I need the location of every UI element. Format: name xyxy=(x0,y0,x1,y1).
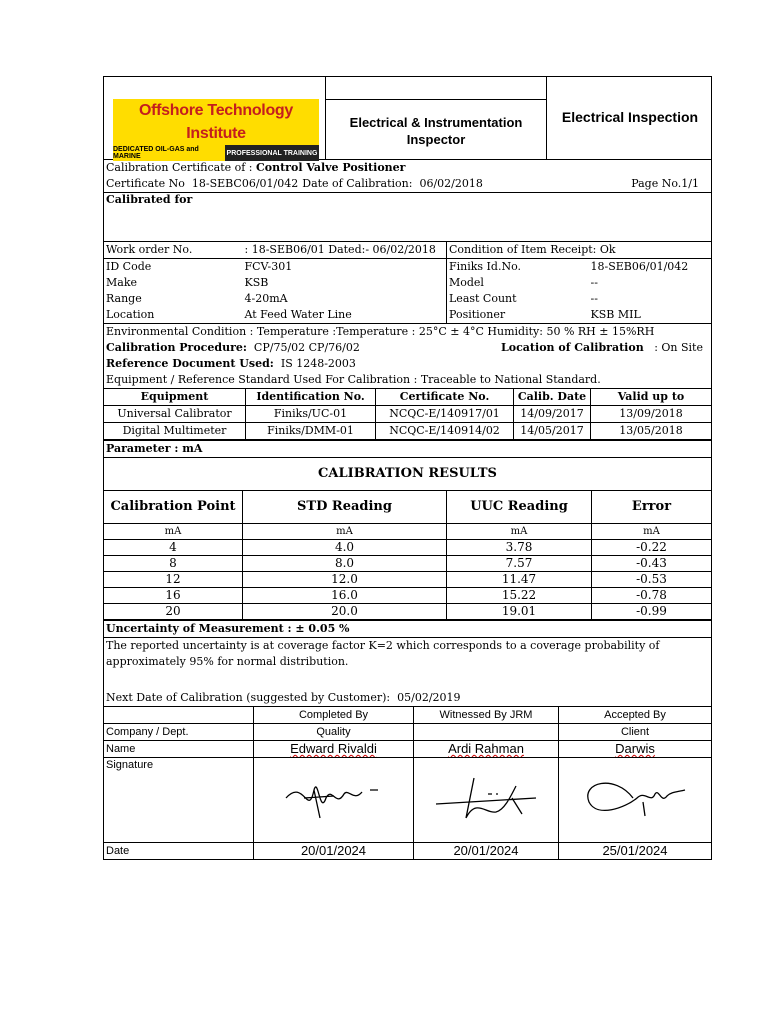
certificate-info xyxy=(103,159,712,192)
detail-label: ID Code xyxy=(106,260,152,273)
sign-date: 20/01/2024 xyxy=(414,843,559,860)
signoff-table xyxy=(103,706,712,860)
table-cell: 4 xyxy=(104,540,243,556)
calibration-date-label: Date of Calibration: xyxy=(302,177,413,190)
sign-date: 25/01/2024 xyxy=(559,843,712,860)
table-cell: 14/05/2017 xyxy=(514,423,591,440)
results-header: Error xyxy=(592,491,712,524)
signature-image xyxy=(559,758,712,843)
table-cell: 16 xyxy=(104,588,243,604)
signoff-header: Accepted By xyxy=(559,707,712,724)
name-label: Name xyxy=(104,741,254,758)
equipment-header: Calib. Date xyxy=(514,389,591,406)
results-table xyxy=(103,490,712,620)
parameter-label: Parameter : mA xyxy=(106,442,203,455)
equipment-header: Equipment xyxy=(104,389,246,406)
condition-label: Condition of Item Receipt: Ok xyxy=(449,243,616,256)
table-cell: 20 xyxy=(104,604,243,620)
detail-value: KSB xyxy=(243,275,447,291)
reference-label: Reference Document Used: xyxy=(106,357,274,370)
detail-value: -- xyxy=(590,276,598,289)
results-title: CALIBRATION RESULTS xyxy=(318,466,497,481)
detail-label: Make xyxy=(106,276,137,289)
equipment-header: Certificate No. xyxy=(376,389,514,406)
detail-value: 4-20mA xyxy=(243,291,447,307)
table-cell: 12.0 xyxy=(243,572,447,588)
equipment-header: Valid up to xyxy=(591,389,712,406)
table-cell: 15.22 xyxy=(447,588,592,604)
detail-value: -- xyxy=(590,292,598,305)
calibrated-for xyxy=(103,192,712,241)
calibrated-for-label: Calibrated for xyxy=(106,193,193,206)
table-cell: NCQC-E/140914/02 xyxy=(376,423,514,440)
item-details xyxy=(103,241,712,323)
uncertainty-label: Uncertainty of Measurement : ± 0.05 % xyxy=(106,622,350,635)
detail-value: At Feed Water Line xyxy=(243,307,447,323)
table-cell: 3.78 xyxy=(447,540,592,556)
equipment-table xyxy=(103,388,712,440)
table-cell: 8.0 xyxy=(243,556,447,572)
table-cell: -0.78 xyxy=(592,588,712,604)
table-cell: 7.57 xyxy=(447,556,592,572)
parameter-section xyxy=(103,440,712,457)
table-cell: 19.01 xyxy=(447,604,592,620)
results-header: UUC Reading xyxy=(447,491,592,524)
environment-info xyxy=(103,323,712,388)
company-label: Company / Dept. xyxy=(104,724,254,741)
signature-label: Signature xyxy=(104,758,254,843)
sign-date: 20/01/2024 xyxy=(254,843,414,860)
uncertainty-line1: The reported uncertainty is at coverage factor K=2 which corresponds to a coverage probability of xyxy=(106,639,660,652)
procedure-value: CP/75/02 CP/76/02 xyxy=(253,341,360,354)
certificate-of-value: Control Valve Positioner xyxy=(256,161,406,174)
uncertainty-section xyxy=(103,620,712,637)
table-cell: NCQC-E/140917/01 xyxy=(376,406,514,423)
table-cell: 14/09/2017 xyxy=(514,406,591,423)
table-row xyxy=(104,540,712,556)
detail-label: Finiks Id.No. xyxy=(449,260,521,273)
table-cell: 4.0 xyxy=(243,540,447,556)
procedure-label: Calibration Procedure: xyxy=(106,341,247,354)
table-row xyxy=(104,604,712,620)
institute-logo xyxy=(113,99,319,160)
next-date-value: 05/02/2019 xyxy=(397,691,461,704)
table-cell: 16.0 xyxy=(243,588,447,604)
detail-label: Model xyxy=(449,276,484,289)
detail-label: Location xyxy=(106,308,155,321)
unit-cell: mA xyxy=(447,524,592,540)
work-order-label: Work order No. xyxy=(106,243,193,256)
company-value xyxy=(414,724,559,741)
logo-title: Offshore Technology Institute xyxy=(113,99,319,145)
table-cell: Universal Calibrator xyxy=(104,406,246,423)
signer-name: Ardi Rahman xyxy=(414,741,559,758)
next-date-label: Next Date of Calibration (suggested by Customer): xyxy=(106,691,391,704)
equipment-line: Equipment / Reference Standard Used For Calibration : Traceable to National Standard. xyxy=(106,373,601,386)
signature-image xyxy=(254,758,414,843)
logo-tagline-right: PROFESSIONAL TRAINING xyxy=(225,145,319,161)
page-number: Page No.1/1 xyxy=(631,177,699,190)
calibration-certificate xyxy=(103,76,712,860)
table-row xyxy=(104,572,712,588)
table-cell: -0.99 xyxy=(592,604,712,620)
detail-value: KSB MIL xyxy=(590,308,641,321)
table-cell: 8 xyxy=(104,556,243,572)
detail-label: Positioner xyxy=(449,308,506,321)
table-row xyxy=(104,588,712,604)
unit-cell: mA xyxy=(592,524,712,540)
logo-tagline-left: DEDICATED OIL-GAS and MARINE xyxy=(113,145,225,161)
unit-cell: mA xyxy=(104,524,243,540)
signer-name: Edward Rivaldi xyxy=(254,741,414,758)
environment-line: Environmental Condition : Temperature :Temperature : 25°C ± 4°C Humidity: 50 % RH ± 15%RH xyxy=(106,325,655,338)
calibration-date-value: 06/02/2018 xyxy=(419,177,483,190)
course-title: Electrical & Instrumentation Inspector xyxy=(349,115,523,147)
certificate-no-label: Certificate No xyxy=(106,177,185,190)
table-cell: -0.53 xyxy=(592,572,712,588)
table-cell: 13/09/2018 xyxy=(591,406,712,423)
unit-cell: mA xyxy=(243,524,447,540)
location-label: Location of Calibration xyxy=(501,341,644,354)
detail-value: 18-SEB06/01/042 xyxy=(590,260,689,273)
table-cell: -0.22 xyxy=(592,540,712,556)
signer-name: Darwis xyxy=(559,741,712,758)
reference-value: IS 1248-2003 xyxy=(280,357,356,370)
table-row xyxy=(104,556,712,572)
subject-title: Electrical Inspection xyxy=(561,109,699,125)
signoff-header: Completed By xyxy=(254,707,414,724)
uncertainty-note xyxy=(103,637,712,706)
table-cell: -0.43 xyxy=(592,556,712,572)
certificate-no-value: 18-SEBC06/01/042 xyxy=(191,177,299,190)
company-value: Quality xyxy=(254,724,414,741)
certificate-header xyxy=(103,76,712,159)
certificate-of-label: Calibration Certificate of : xyxy=(106,161,253,174)
table-row xyxy=(104,423,712,440)
results-header: STD Reading xyxy=(243,491,447,524)
work-order-value: : 18-SEB06/01 Dated:- 06/02/2018 xyxy=(243,242,447,259)
table-cell: Finiks/DMM-01 xyxy=(246,423,376,440)
table-cell: Finiks/UC-01 xyxy=(246,406,376,423)
results-title-section xyxy=(103,457,712,490)
detail-value: FCV-301 xyxy=(243,259,447,276)
table-row xyxy=(104,406,712,423)
location-value: : On Site xyxy=(654,341,703,354)
signoff-header: Witnessed By JRM xyxy=(414,707,559,724)
table-cell: 11.47 xyxy=(447,572,592,588)
table-cell: 20.0 xyxy=(243,604,447,620)
table-cell: Digital Multimeter xyxy=(104,423,246,440)
date-label: Date xyxy=(104,843,254,860)
table-cell: 12 xyxy=(104,572,243,588)
results-header: Calibration Point xyxy=(104,491,243,524)
signature-image xyxy=(414,758,559,843)
company-value: Client xyxy=(559,724,712,741)
uncertainty-line2: approximately 95% for normal distribution. xyxy=(106,655,349,668)
detail-label: Least Count xyxy=(449,292,517,305)
table-cell: 13/05/2018 xyxy=(591,423,712,440)
equipment-header: Identification No. xyxy=(246,389,376,406)
detail-label: Range xyxy=(106,292,142,305)
